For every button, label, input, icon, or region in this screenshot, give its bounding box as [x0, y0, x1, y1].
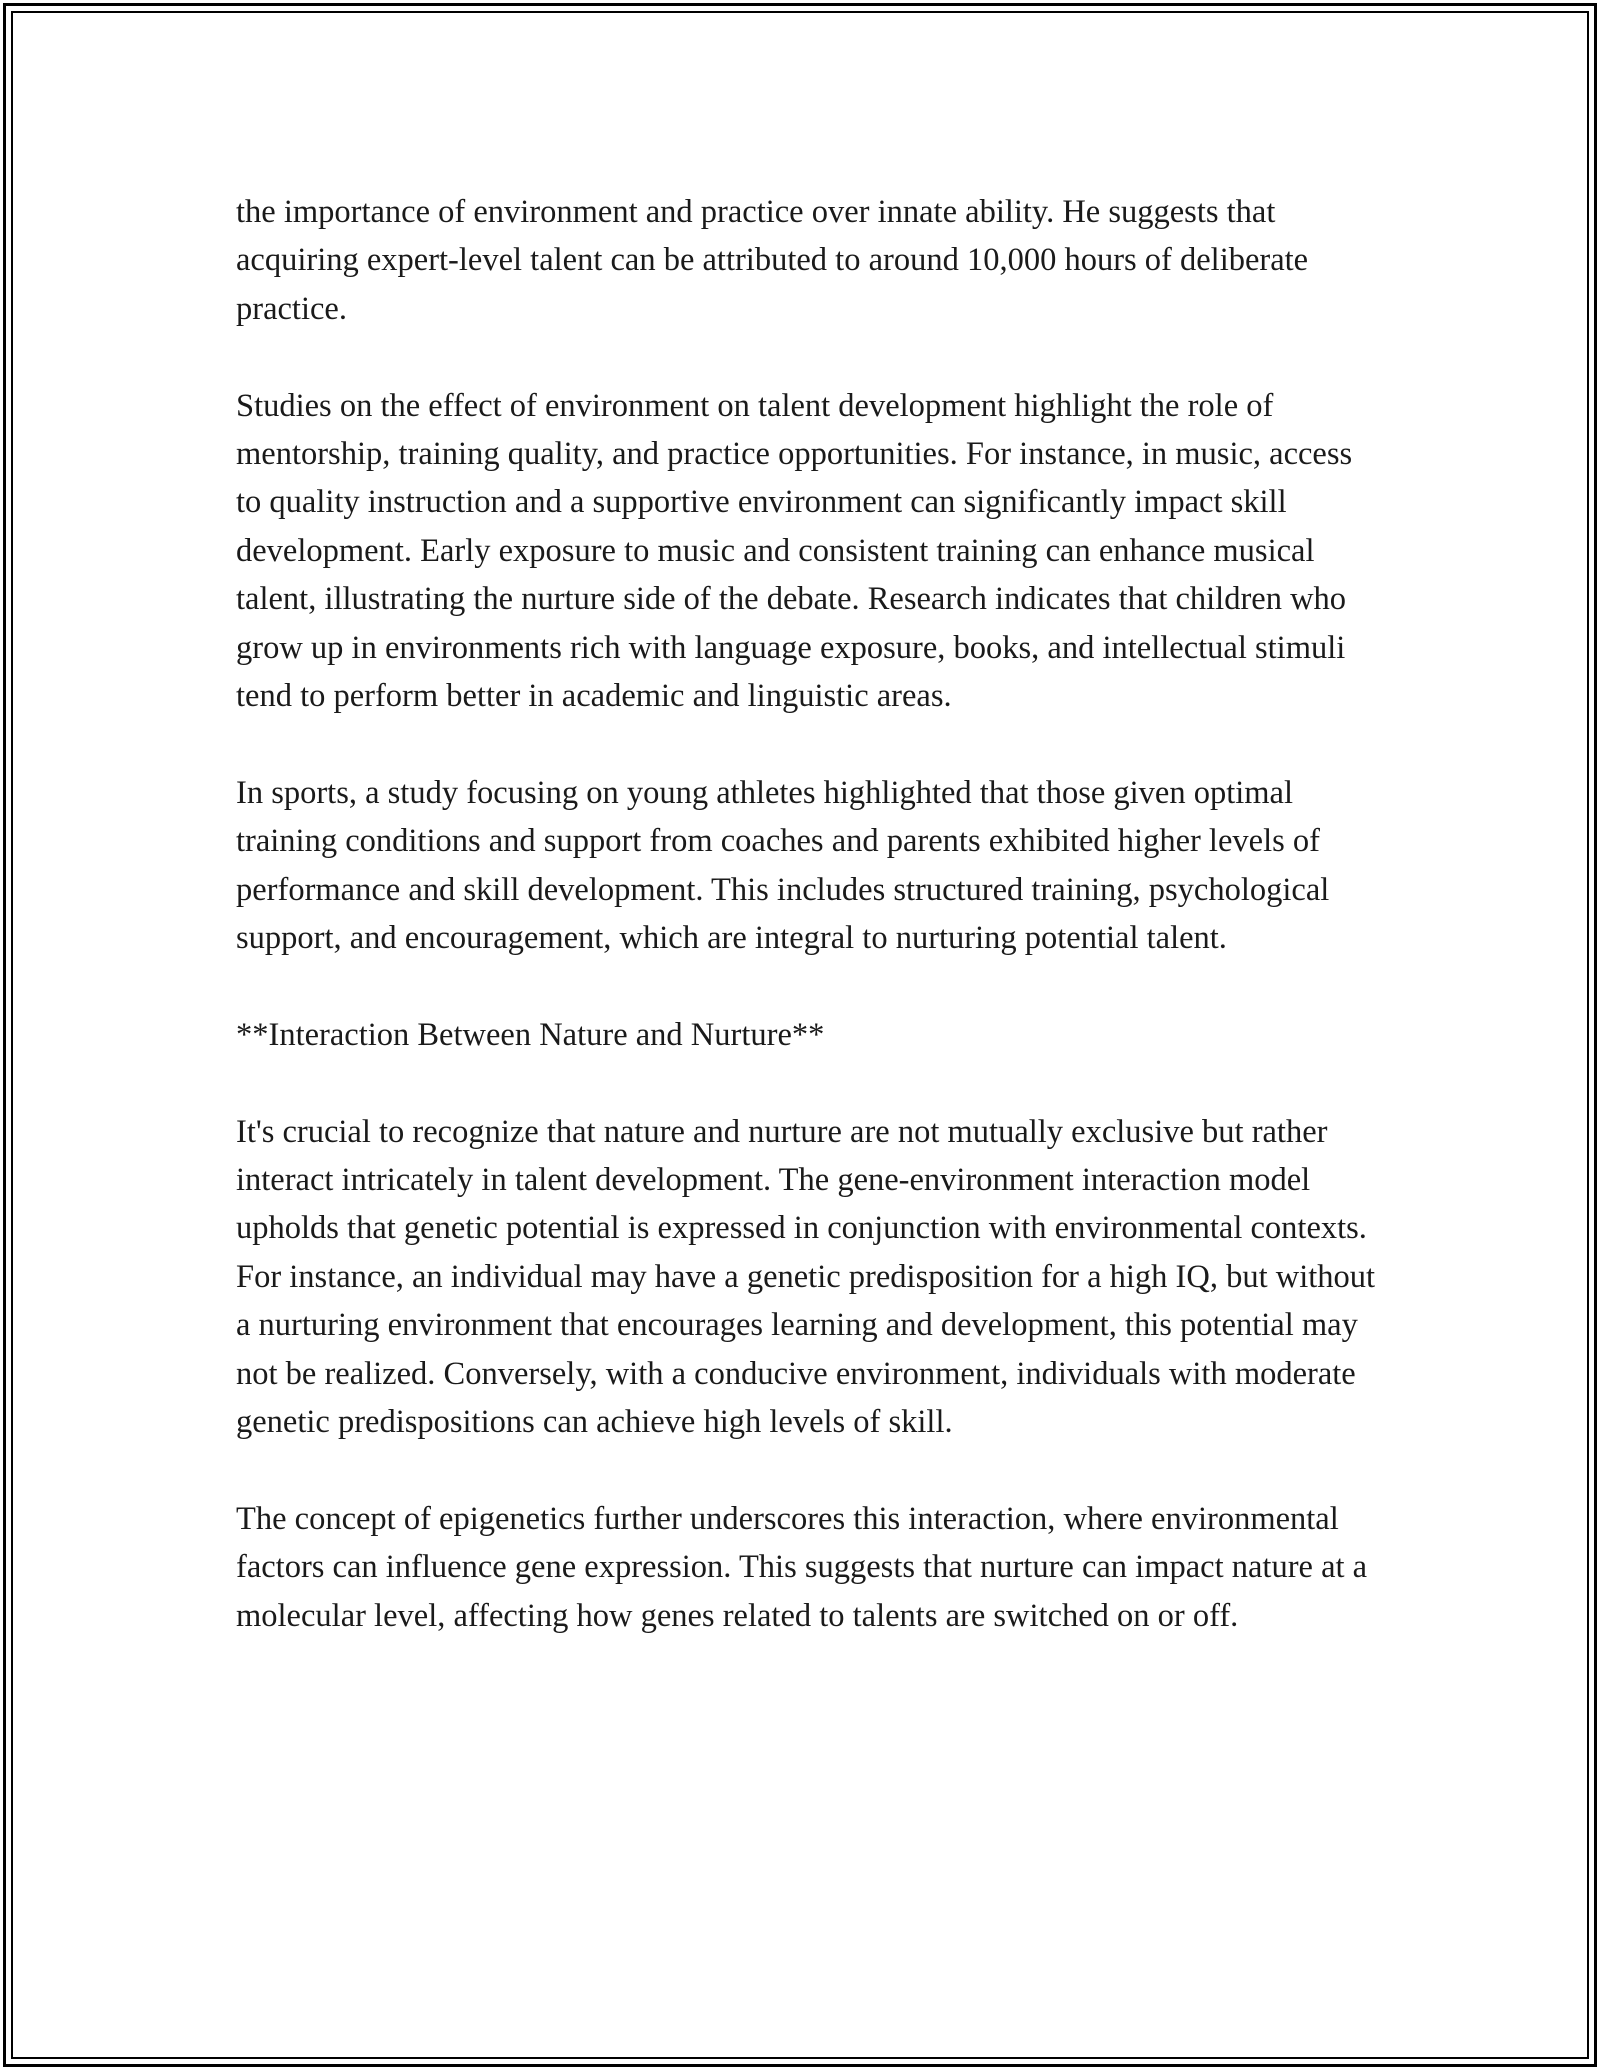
- paragraph-epigenetics: The concept of epigenetics further underscores this interaction, where environmental factors can influence gene expression. This suggests that nurture can impact nature at a molecular level, affecting how genes related to talents are switched on or off.: [236, 1500, 1368, 1634]
- document-body: [236, 188, 1376, 1689]
- paragraph-deliberate-practice: the importance of environment and practice over innate ability. He suggests that acquiring expert-level talent can be attributed to around 10,000 hours of deliberate practice.: [236, 194, 1309, 327]
- paragraph-gene-environment: It's crucial to recognize that nature and nurture are not mutually exclusive but rather interact intricately in talent development. The gene-environment interaction model upholds that genetic potential is expressed in conjunction with environmental contexts. For instance, an individual may have a genetic predisposition for a high IQ, but without a nurturing environment that encourages learning and development, this potential may not be realized. Conversely, with a conducive environment, individuals with moderate genetic predispositions can achieve high levels of skill.: [236, 1113, 1376, 1441]
- paragraph-sports-study: In sports, a study focusing on young athletes highlighted that those given optimal training conditions and support from coaches and parents exhibited higher levels of performance and skill development. This includes structured training, psychological support, and encouragement, which are integral to nurturing potential talent.: [236, 774, 1330, 957]
- paragraph-environment-studies: Studies on the effect of environment on talent development highlight the role of mentorship, training quality, and practice opportunities. For instance, in music, access to quality instruction and a supportive environment can significantly impact skill development. Early exposure to music and consistent training can enhance musical talent, illustrating the nurture side of the debate. Research indicates that children who grow up in environments rich with language exposure, books, and intellectual stimuli tend to perform better in academic and linguistic areas.: [236, 387, 1353, 715]
- section-heading-interaction: **Interaction Between Nature and Nurture**: [236, 1016, 825, 1053]
